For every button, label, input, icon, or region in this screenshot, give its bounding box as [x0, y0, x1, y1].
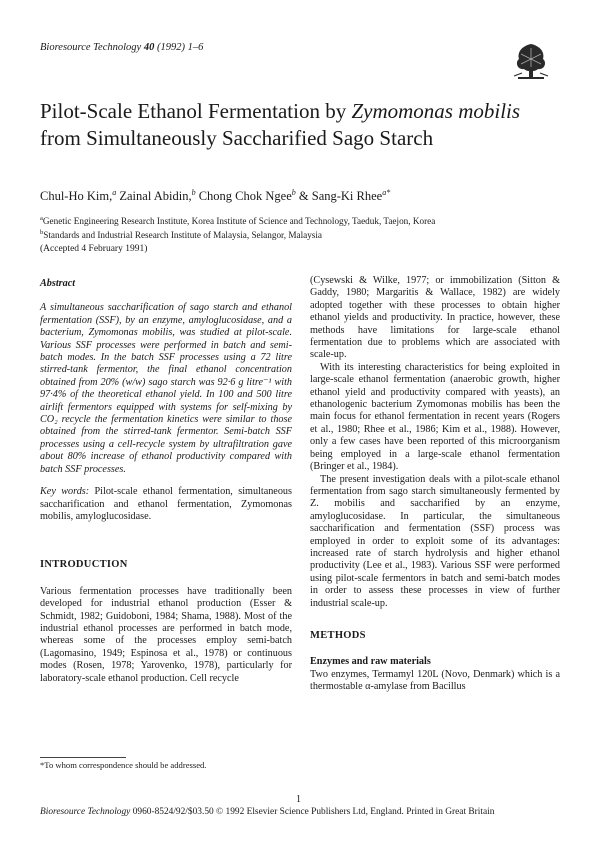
- author-list: [40, 188, 560, 204]
- author-affil-mark: b: [191, 188, 196, 197]
- affiliations: [40, 213, 570, 241]
- journal-header: [40, 42, 203, 53]
- page-number: 1: [296, 794, 301, 805]
- author-name: & Sang-Ki Rhee: [295, 189, 383, 204]
- affiliation-mark: b: [40, 229, 44, 237]
- affiliation-mark: a: [40, 215, 43, 222]
- elsevier-tree-logo-icon: [512, 40, 550, 80]
- introduction-paragraph: Various fermentation processes have traditionally been developed for industrial ethanol production (Esser & Schmidt, 1982; Guidoboni, 1984; Shama, 1988). Most of the industrial ethanol processes are performed in batch mode, whereas some of the processes employ semi-batch (Lagomasino, 1949; Espinosa et al., 1978) or continuous modes (Rosen, 1978; Yarovenko, 1978), particularly for laboratory-scale ethanol production. Cell recycle: [40, 585, 292, 684]
- author: [296, 189, 390, 203]
- body-paragraph: With its interesting characteristics for being exploited in large-scale ethanol fermentation (anaerobic growth, higher ethanol yield and productivity compared with yeasts), an ethanologenic bacterium Zymomonas mobilis has been the main focus for ethanol fermentation in recent years (Rogers et al., 1980; Rhee et al., 1986; Kim et al., 1988). However, only a few cases have been reported of this microorganism being employed in a large-scale ethanol fermentation (Bringer et al., 1984).: [310, 361, 560, 473]
- affiliation: [40, 213, 570, 227]
- title-organism: Zymomonas mobilis: [351, 99, 521, 123]
- affiliation: [40, 227, 570, 241]
- keywords-text: Pilot-scale ethanol fermentation, simultaneous saccharification and ethanol fermentation, Zymomonas mobilis, amyloglucosidase.: [40, 486, 292, 522]
- journal-volume: 40: [143, 42, 155, 53]
- author-name: Chong Chok Ngee: [195, 189, 292, 204]
- body-paragraph: Two enzymes, Termamyl 120L (Novo, Denmark) which is a thermostable α-amylase from Bacillus: [310, 668, 560, 693]
- abstract-label: Abstract: [40, 278, 76, 289]
- accepted-date: (Accepted 4 February 1991): [40, 244, 148, 254]
- introduction-heading: INTRODUCTION: [40, 559, 128, 571]
- enzymes-subheading: Enzymes and raw materials: [310, 656, 431, 668]
- author-name: Zainal Abidin,: [116, 189, 192, 204]
- footer-journal: Bioresource Technology: [40, 807, 131, 817]
- abstract-text: A simultaneous saccharification of sago starch and ethanol fermentation (SSF), by an enzyme, amyloglucosidase, and a bacterium, Zymomonas mobilis, was studied at pilot-scale. Various SSF processes were performed in batch and semi-batch modes. In the batch SSF processes using a 72 litre stirred-tank fermentor, the final ethanol concentration obtained from 20% (w/w) sago starch was 92·6 g litre⁻¹ with 97·4% of the theoretical ethanol yield. In 100 and 500 litre airlift fermentors equipped with systems for self-mixing by CO₂ recycle the fermentation kinetics were similar to those obtained from the stirred-tank fermentor. Semi-batch SSF processes using a cell-recycle system by ultrafiltration gave about 80% increase of ethanol productivity compared with batch SSF processes.: [40, 302, 292, 475]
- title-part-2: from Simultaneously Saccharified Sago Starch: [40, 126, 434, 150]
- methods-heading: METHODS: [310, 629, 366, 641]
- author: [40, 189, 116, 203]
- author-affil-mark: b: [291, 188, 296, 197]
- keywords-label: Key words:: [40, 486, 90, 498]
- journal-year-pages: (1992) 1–6: [156, 42, 204, 53]
- author: [196, 189, 296, 203]
- left-column: [40, 278, 292, 685]
- footnote: *To whom correspondence should be addressed.: [40, 760, 207, 770]
- article-title: [40, 98, 560, 152]
- author: [116, 189, 195, 203]
- affiliation-text: Genetic Engineering Research Institute, Korea Institute of Science and Technology, Taeduk, Taejon, Korea: [42, 216, 436, 227]
- keywords: [40, 486, 292, 523]
- title-part-1: Pilot-Scale Ethanol Fermentation by: [40, 99, 352, 123]
- journal-name: Bioresource Technology: [40, 42, 142, 53]
- author-affil-mark: a*: [382, 188, 391, 197]
- right-column: [310, 275, 560, 694]
- footer-text: 0960-8524/92/$03.50 © 1992 Elsevier Science Publishers Ltd, England. Printed in Great Britain: [130, 807, 495, 817]
- body-paragraph: (Cysewski & Wilke, 1977; or immobilization (Sitton & Gaddy, 1980; Margaritis & Wallace, 1982) are widely adopted together with these processes to obtain higher ethanol yields and productivity. In practice, however, these methods have limitations for large-scale ethanol fermentation due to problems which are associated with scale-up.: [310, 275, 560, 361]
- copyright-footer: [40, 806, 560, 818]
- author-affil-mark: a: [112, 188, 117, 197]
- footnote-rule: [40, 757, 126, 758]
- affiliation-text: Standards and Industrial Research Institute of Malaysia, Selangor, Malaysia: [43, 230, 323, 241]
- body-paragraph: The present investigation deals with a pilot-scale ethanol fermentation from sago starch simultaneously fermented by Z. mobilis and saccharified by an enzyme, amyloglucosidase. In particular, the simultaneous saccharification and fermentation (SSF) process was employed in order to exploit some of its advantages: increased rate of starch hydrolysis and higher ethanol productivity (Lee et al., 1983). Various SSF were performed using pilot-scale fermentors in batch and semi-batch modes in order to assess these processes in view of further industrial scale-up.: [310, 473, 560, 609]
- author-name: Chul-Ho Kim,: [40, 189, 113, 204]
